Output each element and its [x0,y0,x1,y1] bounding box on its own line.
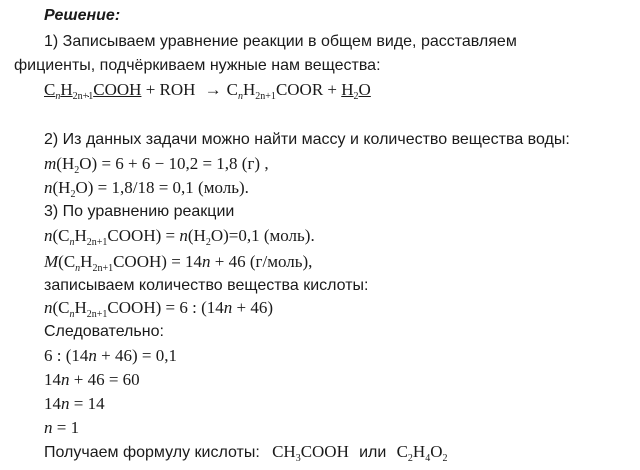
molar-mass-line: $M(C_nH_{2n+1}COOH) = 14n + 46$ (г/моль), [44,252,313,274]
reaction-equation: $C_nH_{2n+1}COOH$ + ROH → $C_nH_{2n+1}COOR + H_2O$ [44,80,371,102]
step1-text-cont: фициенты, подчёркиваем нужные нам вещества: [14,57,381,74]
acid-reactant: $C_nH_{2n+1}COOH$ [44,80,142,102]
water-mass-line: $m(H_2O) = 6 + 6 - 10,2 = 1,8$ (г) , [44,154,269,176]
acid-amount-text: записываем количество вещества кислоты: [44,277,369,294]
result-or: или [359,444,387,461]
acid-amount-line: $n(C_nH_{2n+1}COOH) = 6$ : (14n + 46) [44,298,273,320]
result-label: Получаем формулу кислоты: [44,444,260,461]
equation-line-4: n = 1 [44,418,80,437]
equation-line-3: 14n = 14 [44,394,105,413]
ester-product: $C_nH_{2n+1}COOR$ [226,80,324,102]
step1-text: 1) Записываем уравнение реакции в общем виде, расставляем [44,33,517,50]
alcohol-reactant: + ROH [141,80,200,99]
acid-moles-equal-line: $n(C_nH_{2n+1}COOH) = n(H_2O)=0,1$ (моль). [44,226,315,248]
water-moles-line: $n(H_2O) = 1,8/18 = 0,1$ (моль). [44,178,249,200]
reaction-arrow: → [204,80,222,99]
equation-line-1: 6 : (14n + 46) = 0,1 [44,346,177,365]
result-formula-molecular: $C_2H_4O_2$ [396,442,448,464]
water-product: $H_2O$ [341,80,371,102]
result-line [44,442,447,463]
result-formula-acetic: $CH_3COOH$ [272,442,349,464]
step2-text: 2) Из данных задачи можно найти массу и количество вещества воды: [44,131,570,148]
solution-header: Решение: [44,7,121,24]
step3-text: 3) По уравнению реакции [44,203,235,220]
therefore-text: Следовательно: [44,323,164,340]
equation-line-2: 14n + 46 = 60 [44,370,140,389]
